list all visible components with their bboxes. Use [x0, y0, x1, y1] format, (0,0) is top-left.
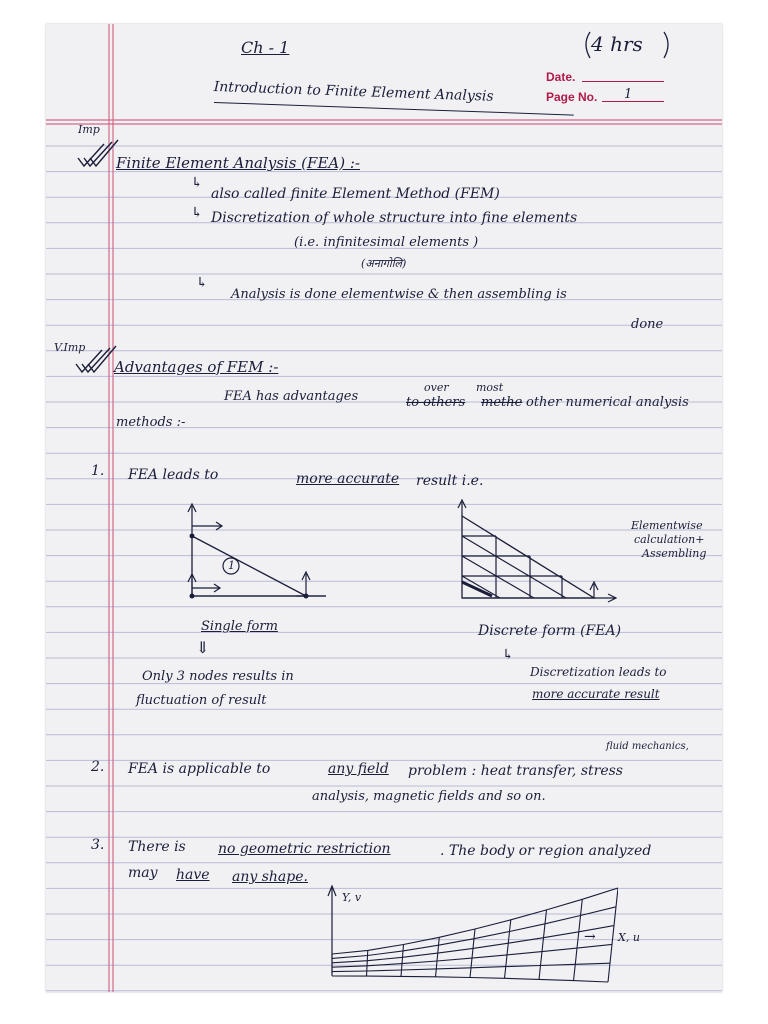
chapter-label: Ch - 1 — [241, 38, 290, 57]
fea-heading: Finite Element Analysis (FEA) :- — [116, 154, 360, 172]
adv2-text-b: any field — [328, 761, 389, 777]
hours-label: 4 hrs — [591, 32, 643, 56]
discrete-note-2: more accurate result — [532, 687, 660, 701]
intro-struck-1: to others — [406, 395, 466, 410]
discrete-form-diagram — [444, 498, 624, 608]
fea-point-3b: done — [631, 317, 664, 332]
arrow-icon: ↳ — [191, 205, 203, 221]
side-note-2: calculation+ — [634, 533, 705, 546]
notebook-page — [46, 24, 722, 992]
adv2-number: 2. — [91, 759, 105, 775]
intro-suffix: other numerical analysis — [526, 395, 689, 410]
down-arrow-icon: ⇓ — [196, 638, 210, 657]
single-note-1: Only 3 nodes results in — [142, 669, 294, 684]
intro-line-2: methods :- — [116, 415, 186, 430]
adv2-text-c: problem : heat transfer, stress — [408, 763, 623, 779]
discrete-form-label: Discrete form (FEA) — [478, 623, 622, 639]
adv1-text-c: result i.e. — [416, 473, 484, 489]
adv1-text-a: FEA leads to — [128, 467, 219, 483]
fea-point-3: Analysis is done elementwise & then assembling is — [231, 287, 567, 302]
fea-point-1: also called finite Element Method (FEM) — [211, 186, 500, 202]
date-label: Date. — [546, 70, 576, 84]
advantages-heading: Advantages of FEM :- — [114, 358, 279, 376]
vimp-tag: V.Imp — [54, 341, 86, 354]
adv1-number: 1. — [91, 463, 105, 479]
adv2-text-a: FEA is applicable to — [128, 761, 271, 777]
page-number: 1 — [624, 87, 633, 102]
axis-x-label: X, u — [618, 931, 640, 944]
adv3-text-c: . The body or region analyzed — [440, 843, 652, 859]
hindi-note: (अनागोलि) — [361, 257, 407, 270]
side-note-3: Assembling — [642, 547, 707, 560]
imp-tag: Imp — [78, 123, 100, 136]
axis-y-label: Y, v — [342, 891, 362, 904]
adv3-text-a: There is — [128, 839, 186, 855]
axis-x-arrow-icon: → — [584, 929, 596, 945]
adv3-line-2c: any shape. — [232, 869, 308, 885]
adv2-above: fluid mechanics, — [606, 741, 689, 752]
intro-above-2: most — [476, 381, 504, 394]
adv3-number: 3. — [91, 837, 105, 853]
page-no-label: Page No. — [546, 90, 598, 104]
date-line — [582, 81, 664, 82]
mesh-column-line — [367, 950, 368, 976]
page-title: Introduction to Finite Element Analysis — [213, 79, 494, 105]
single-form-diagram — [176, 494, 336, 614]
mesh-column-line — [608, 888, 618, 982]
fea-point-2b: (i.e. infinitesimal elements ) — [294, 235, 479, 250]
adv1-text-b: more accurate — [296, 471, 400, 487]
fea-point-2: Discretization of whole structure into fine elements — [211, 210, 578, 226]
intro-prefix: FEA has advantages — [224, 389, 359, 404]
mesh-column-line — [470, 929, 475, 978]
mesh-column-line — [574, 899, 583, 980]
mesh-column-line — [539, 910, 547, 980]
page-no-line — [602, 101, 664, 102]
intro-above-1: over — [424, 381, 449, 394]
mesh-diagram — [318, 884, 618, 984]
adv3-text-b: no geometric restriction — [218, 841, 391, 857]
adv3-line-2a: may — [128, 865, 158, 881]
element-number: 1 — [228, 559, 235, 572]
mesh-row-line — [332, 888, 618, 954]
mesh-column-line — [436, 937, 440, 977]
mesh-column-line — [505, 920, 511, 979]
side-note-1: Elementwise — [631, 519, 703, 532]
arrow-icon: ↳ — [196, 275, 208, 291]
intro-struck-2: methe — [481, 395, 523, 410]
arrow-icon: ↳ — [502, 647, 514, 663]
discrete-note-1: Discretization leads to — [530, 665, 667, 679]
adv2-line-2: analysis, magnetic fields and so on. — [312, 789, 546, 804]
hours-bracket — [582, 28, 672, 62]
arrow-icon: ↳ — [191, 175, 203, 191]
single-note-2: fluctuation of result — [136, 693, 267, 708]
adv3-line-2b: have — [176, 867, 210, 883]
single-form-label: Single form — [201, 619, 278, 634]
mesh-column-line — [401, 945, 404, 977]
